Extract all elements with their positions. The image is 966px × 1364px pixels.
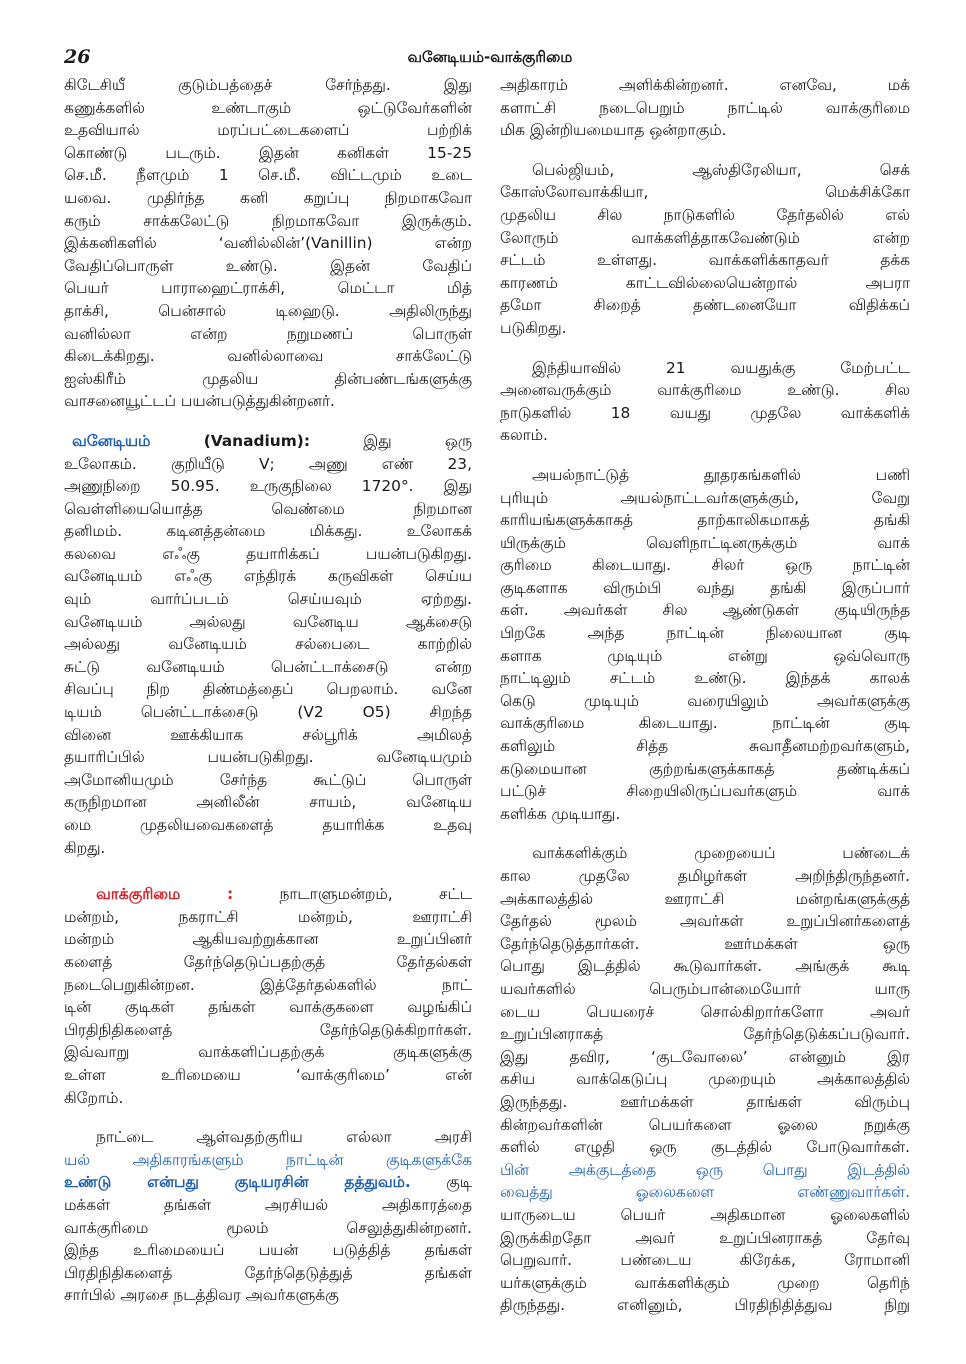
- text-line: இருந்தது. ஊர்மக்கள் தாங்கள் விரும்பு: [500, 1092, 910, 1111]
- right-paragraph-5: [500, 842, 910, 1316]
- text-line: கரும் சாக்கலேட்டு நிறமாகவோ இருக்கும்.: [64, 211, 472, 230]
- vanadium-english-name: (Vanadium):: [203, 431, 310, 450]
- text-line: சிவப்பு நிற திண்மத்தைப் பெறலாம். வனே: [64, 680, 472, 699]
- text-line: அக்காலத்தில் ஊராட்சி மன்றங்களுக்குத்: [500, 889, 910, 908]
- text-line: பின் அக்குடத்தை ஒரு பொது இடத்தில்: [500, 1160, 910, 1179]
- page-header: [64, 46, 916, 72]
- text-line: இது தவிர, ‘குடவோலை’ என்னும் இர: [500, 1047, 910, 1066]
- text-line: டைய பெயரைச் சொல்கிறார்களோ அவர்: [500, 1002, 910, 1021]
- text-line: தமோ சிறைத் தண்டனையோ விதிக்கப்: [500, 296, 910, 315]
- text-line: அமோனியமும் சேர்ந்த கூட்டுப் பொருள்: [64, 770, 472, 789]
- text-line: சுட்டு வனேடியம் பென்ட்டாக்சைடு என்ற: [64, 657, 472, 676]
- text-line: களாக முடியும் என்று ஒவ்வொரு: [500, 646, 910, 665]
- text-line: பெல்ஜியம், ஆஸ்திரேலியா, செக்: [532, 160, 910, 179]
- text-line: டின் குடிகள் தங்கள் வாக்குகளை வழங்கிப்: [64, 998, 472, 1017]
- text-line: பட்டுச் சிறையிலிருப்பவர்களும் வாக்: [500, 782, 910, 801]
- text-line: கசிய வாக்கெடுப்பு முறையும் அக்காலத்தில்: [500, 1070, 910, 1089]
- text-line: பொது இடத்தில் கூடுவார்கள். அங்குக் கூடி: [500, 957, 910, 976]
- text-line: அணுநிறை 50.95. உருகுநிலை 1720°. இது: [64, 477, 472, 496]
- text-line: பெயர் பாராஹைட்ராக்சி, மெட்டா மித்: [64, 279, 472, 298]
- text-line: பெறுவார். பண்டைய கிரேக்க, ரோமானி: [500, 1251, 910, 1270]
- text-line: யவை. முதிர்ந்த கனி கறுப்பு நிறமாகவோ: [64, 188, 472, 207]
- text-line: முதலிய சில நாடுகளில் தேர்தலில் எல்: [500, 205, 910, 224]
- vanadium-entry: [64, 430, 472, 859]
- text-line: கிடைக்கிறது. வனில்லாவை சாக்லேட்டு: [64, 347, 472, 366]
- text-line: கொண்டு படரும். இதன் கனிகள் 15-25: [64, 143, 472, 162]
- text-line: அனைவருக்கும் வாக்குரிமை உண்டு. சில: [500, 381, 910, 400]
- text-line: வினை ஊக்கியாக சல்பூரிக் அமிலத்: [64, 725, 472, 744]
- text-line: வும் வார்ப்படம் செய்யவும் ஏற்றது.: [64, 590, 472, 609]
- text-line: வாக்களிக்கும் முறையைப் பண்டைக்: [532, 844, 910, 863]
- text-line: கடுமையான குற்றங்களுக்காகத் தண்டிக்கப்: [500, 759, 910, 778]
- text-line: வைத்து ஓலைகளை எண்ணுவார்கள்.: [500, 1183, 910, 1202]
- democracy-body: [64, 1194, 472, 1307]
- text-line: டியம் பென்ட்டாக்சைடு (V2 O5) சிறந்த: [64, 703, 472, 722]
- right-paragraph-4: [500, 464, 910, 826]
- suffrage-body: [64, 906, 472, 1109]
- text-line: அயல்நாட்டுத் தூதரகங்களில் பணி: [532, 465, 910, 484]
- text-line: அல்லது வனேடியம் சல்பைடை காற்றில்: [64, 635, 472, 654]
- text-line: காரணம் காட்டவில்லையென்றால் அபரா: [500, 273, 910, 292]
- text-line: வாக்குரிமை கிடையாது. நாட்டின் குடி: [500, 714, 910, 733]
- text-line: கிறது.: [64, 838, 106, 857]
- text-line: கிறோம்.: [64, 1088, 124, 1107]
- text-line: களைத் தேர்ந்தெடுப்பதற்குத் தேர்தல்கள்: [64, 952, 472, 971]
- text-line: கிடேசியீ குடும்பத்தைச் சேர்ந்தது. இது: [64, 76, 472, 94]
- text-line: வெள்ளியையொத்த வெண்மை நிறமான: [64, 499, 472, 518]
- democracy-line-3: [64, 1171, 472, 1194]
- text-line: கின்றவர்களின் பெயர்களை ஓலை நறுக்கு: [500, 1115, 910, 1134]
- right-column: [500, 74, 910, 1317]
- right-paragraph-5-highlight: [500, 1159, 910, 1204]
- text-line: வனேடியம் எஃகு எந்திரக் கருவிகள் செய்ய: [64, 567, 472, 586]
- text-line: சார்பில் அரசை நடத்திவர அவர்களுக்கு: [64, 1286, 339, 1305]
- text-line: இந்தியாவில் 21 வயதுக்கு மேற்பட்ட: [532, 358, 910, 377]
- text-line: கோஸ்லோவாக்கியா, மெக்சிக்கோ: [500, 183, 910, 202]
- text-line: படுகிறது.: [500, 318, 567, 337]
- text-line: இக்கனிகளில் ‘வனில்லின்’(Vanillin) என்ற: [64, 234, 472, 253]
- vanadium-headword: வனேடியம்: [72, 431, 151, 450]
- text-line: மிக இன்றியமையாத ஒன்றாகும்.: [500, 121, 727, 140]
- text-line: புரியும் அயல்நாட்டவர்களுக்கும், வேறு: [500, 488, 910, 507]
- right-paragraph-2: [500, 159, 910, 340]
- text-line: இருக்கிறதோ அவர் உறுப்பினராகத் தேர்வு: [500, 1228, 910, 1247]
- suffrage-first-line-rest: நாடாளுமன்றம், சட்ட: [279, 885, 472, 904]
- text-line: மக்கள் தங்கள் அரசியல் அதிகாரத்தை: [64, 1195, 472, 1214]
- suffrage-entry: [64, 883, 472, 1109]
- text-line: நாடுகளில் 18 வயது முதலே வாக்களிக்: [500, 403, 910, 422]
- text-line: மன்றம் ஆகியவற்றுக்கான உறுப்பினர்: [64, 930, 472, 949]
- text-line: காரியங்களுக்காகத் தாற்காலிகமாகத் தங்கி: [500, 511, 910, 530]
- text-line: பிரதிநிதிகளைத் தேர்ந்தெடுக்கிறார்கள்.: [64, 1020, 472, 1039]
- suffrage-first-line: [64, 883, 472, 906]
- text-line: பிரதிநிதிகளைத் தேர்ந்தெடுத்துத் தங்கள்: [64, 1263, 472, 1282]
- text-line: வாக்குரிமை மூலம் செலுத்துகின்றனர்.: [64, 1218, 472, 1237]
- vanadium-first-line: [64, 430, 472, 453]
- text-line: உதவியால் மரப்பட்டைகளைப் பற்றிக்: [64, 121, 472, 140]
- text-line: வனேடியம் அல்லது வனேடிய ஆக்சைடு: [64, 612, 472, 631]
- text-line: உலோகம். குறியீடு V; அணு எண் 23,: [64, 454, 472, 473]
- text-line: லோரும் வாக்களித்தாகவேண்டும் என்ற: [500, 228, 910, 247]
- text-line: குடிகளாக விரும்பி வந்து தங்கி இருப்பார்: [500, 578, 910, 597]
- right-paragraph-1: [500, 74, 910, 142]
- text-line: நாட்டிலும் சட்டம் உண்டு. இந்தக் காலக்: [500, 669, 910, 688]
- text-line: கெடு முடியும் வரையிலும் அவர்களுக்கு: [500, 691, 910, 710]
- vanadium-body: [64, 453, 472, 860]
- text-line: மை முதலியவைகளைத் தயாரிக்க உதவு: [64, 816, 472, 834]
- text-line: களில் எழுதி ஒரு குடத்தில் போடுவார்கள்.: [500, 1138, 910, 1157]
- suffrage-headword: வாக்குரிமை :: [96, 885, 234, 904]
- text-line: யிருக்கும் வெளிநாட்டினருக்கும் வாக்: [500, 533, 910, 552]
- democracy-line-3-rest: குடி: [446, 1173, 472, 1192]
- text-line: செ.மீ. நீளமும் 1 செ.மீ. விட்டமும் உடை: [64, 166, 472, 185]
- text-line: குரிமை கிடையாது. சிலர் ஒரு நாட்டின்: [500, 556, 910, 575]
- text-line: மன்றம், நகராட்சி மன்றம், ஊராட்சி: [64, 907, 472, 926]
- text-line: வேதிப்பொருள் உண்டு. இதன் வேதிப்: [64, 256, 472, 275]
- text-line: களிக்க முடியாது.: [500, 804, 621, 823]
- right-paragraph-5-part-a: [500, 842, 910, 1158]
- text-line: களிலும் சித்த சுவாதீனமற்றவர்களும்,: [500, 737, 910, 756]
- left-column: [64, 74, 472, 1307]
- text-line: இந்த உரிமையைப் பயன் படுத்தித் தங்கள்: [64, 1241, 472, 1260]
- page-number: 26: [64, 46, 91, 68]
- text-line: ஐஸ்கிரீம் முதலிய தின்பண்டங்களுக்கு: [64, 369, 472, 388]
- text-line: அதிகாரம் அளிக்கின்றனர். எனவே, மக்: [500, 76, 910, 94]
- text-line: கலவை எஃகு தயாரிக்கப் பயன்படுகிறது.: [64, 544, 472, 563]
- democracy-principle: உண்டு என்பது குடியரசின் தத்துவம்.: [64, 1173, 411, 1192]
- right-paragraph-5-part-b: [500, 1204, 910, 1317]
- text-line: உறுப்பினராகத் தேர்ந்தெடுக்கப்படுவார்.: [500, 1025, 910, 1044]
- text-line: கள். அவர்கள் சில ஆண்டுகள் குடியிருந்த: [500, 601, 910, 620]
- text-line: நடைபெறுகின்றன. இத்தேர்தல்களில் நாட்: [64, 975, 472, 994]
- text-line: யவர்களில் பெரும்பான்மையோர் யாரு: [500, 979, 910, 998]
- democracy-paragraph: [64, 1126, 472, 1307]
- democracy-line-1: நாட்டை ஆள்வதற்குரிய எல்லா அரசி: [96, 1128, 472, 1147]
- text-line: யர்களுக்கும் வாக்களிக்கும் முறை தெரிந்: [500, 1273, 910, 1292]
- running-title: வனேடியம்-வாக்குரிமை: [407, 48, 573, 66]
- text-line: வாசனையூட்டப் பயன்படுத்துகின்றனர்.: [64, 392, 335, 411]
- text-line: இவ்வாறு வாக்களிப்பதற்குக் குடிகளுக்கு: [64, 1043, 472, 1062]
- text-line: வனில்லா என்ற நறுமணப் பொருள்: [64, 324, 472, 343]
- text-line: கணுக்களில் உண்டாகும் ஒட்டுவேர்களின்: [64, 98, 472, 117]
- text-line: தேர்ந்தெடுத்தார்கள். ஊர்மக்கள் ஒரு: [500, 934, 910, 953]
- text-line: உள்ள உரிமையை ‘வாக்குரிமை’ என்: [64, 1065, 472, 1084]
- text-line: கருநிறமான அனிலீன் சாயம், வனேடிய: [64, 793, 472, 812]
- text-line: திருந்தது. எனினும், பிரதிநிதித்துவ நிறு: [500, 1296, 910, 1315]
- text-line: கால முதலே தமிழர்கள் அறிந்திருந்தனர்.: [500, 867, 910, 885]
- text-line: யாருடைய பெயர் அதிகமான ஓலைகளில்: [500, 1205, 910, 1224]
- text-line: களாட்சி நடைபெறும் நாட்டில் வாக்குரிமை: [500, 98, 910, 117]
- vanilla-paragraph: [64, 74, 472, 413]
- text-line: தனிமம். கடினத்தன்மை மிக்கது. உலோகக்: [64, 522, 472, 541]
- text-line: தயாரிப்பில் பயன்படுகிறது. வனேடியமும்: [64, 748, 472, 767]
- democracy-line-2: யல் அதிகாரங்களும் நாட்டின் குடிகளுக்கே: [64, 1150, 472, 1169]
- text-line: சட்டம் உள்ளது. வாக்களிக்காதவர் தக்க: [500, 251, 910, 270]
- vanadium-first-line-rest: இது ஒரு: [363, 431, 472, 450]
- text-line: பிறகே அந்த நாட்டின் நிலையான குடி: [500, 624, 910, 643]
- text-line: தேர்தல் மூலம் அவர்கள் உறுப்பினர்களைத்: [500, 912, 910, 931]
- text-line: தாக்சி, பென்சால் டிஹைடு. அதிலிருந்து: [64, 301, 472, 320]
- text-line: கலாம்.: [500, 426, 548, 445]
- right-paragraph-3: [500, 357, 910, 447]
